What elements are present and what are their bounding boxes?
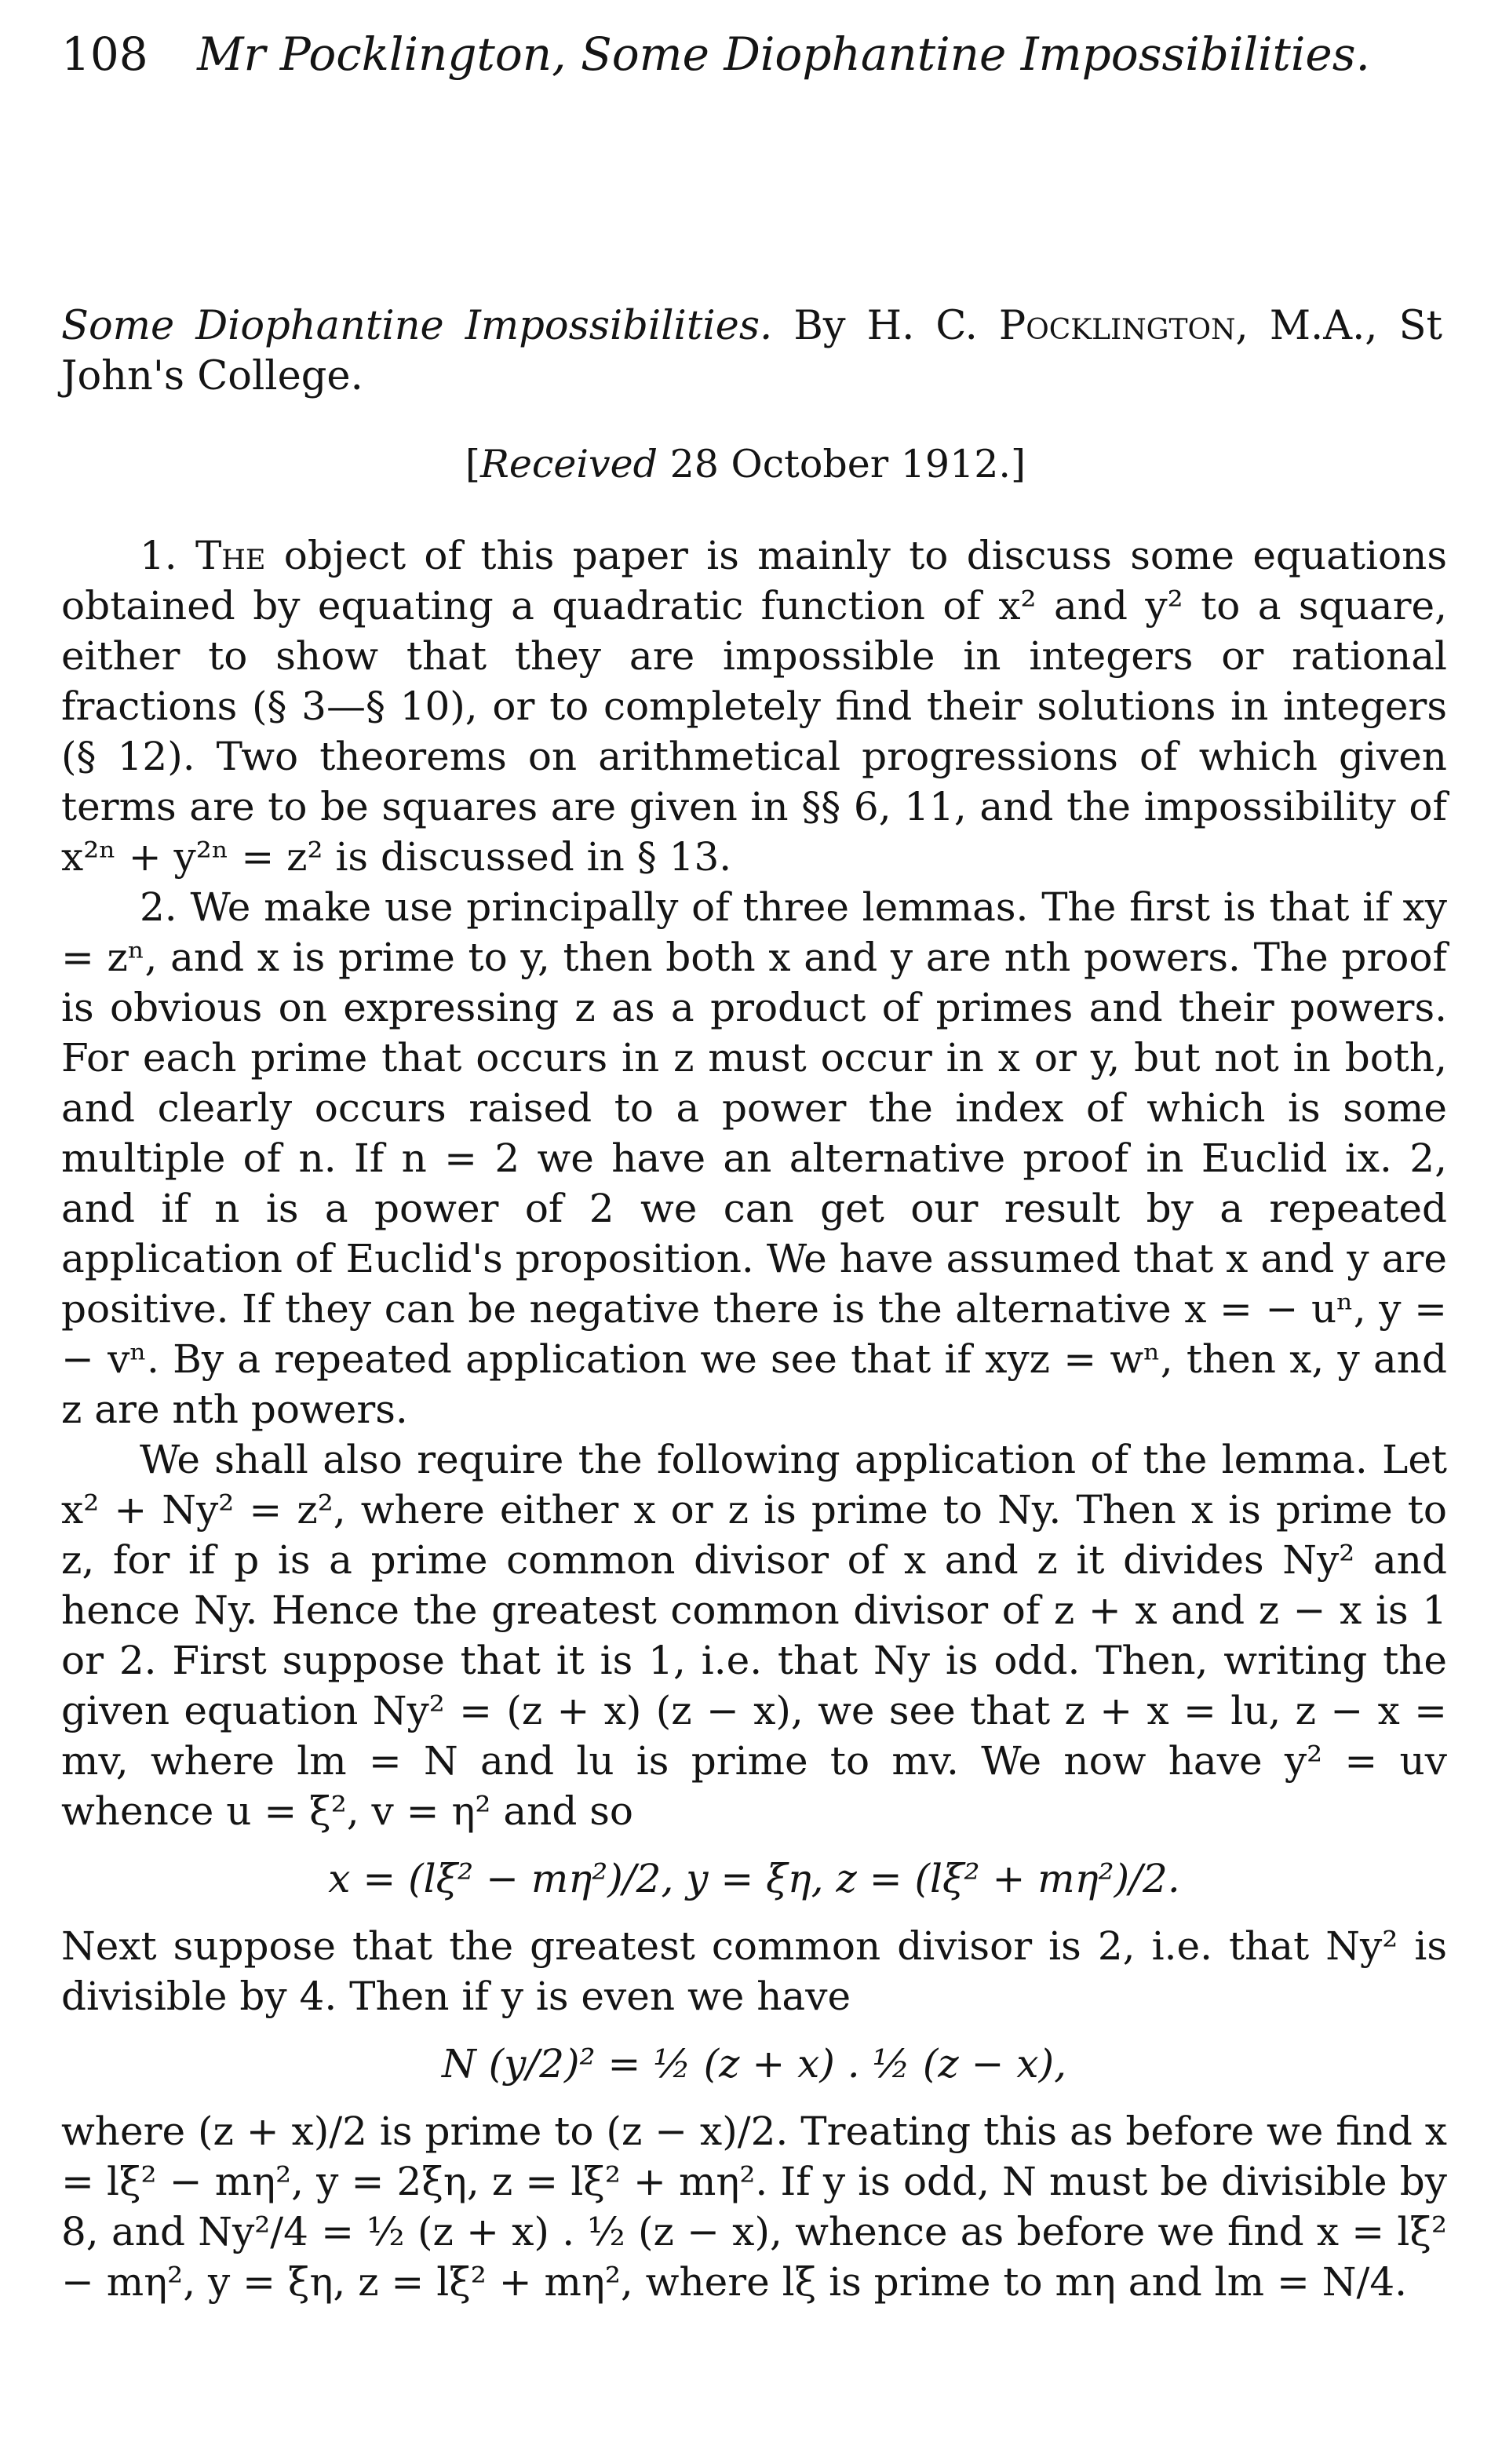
received-value: 28 October 1912.] bbox=[669, 442, 1026, 487]
equation-2: N (y/2)² = ½ (z + x) . ½ (z − x), bbox=[441, 2041, 1067, 2087]
paragraph-1-opening: The bbox=[195, 533, 266, 578]
running-title: Mr Pocklington, Some Diophantine Impossibilities. bbox=[197, 27, 1370, 81]
paragraph-3: We shall also require the following application of the lemma. Let x² + Ny² = z², where either x or z is prime to Ny. Then x is prime to z, for if p is a prime common divisor of x and z it divides Ny² and hence Ny. Hence the greatest common divisor of z + x and z − x is 1 or 2. First suppose that it is 1, i.e. that Ny is odd. Then, writing the given equation Ny² = (z + x) (z − x), we see that z + x = lu, z − x = mv, where lm = N and lu is prime to mv. We now have y² = uv whence u = ξ², v = η² and so bbox=[61, 1437, 1447, 1834]
section-number-1: 1. bbox=[140, 533, 177, 578]
paragraph-2: 2. We make use principally of three lemmas. The first is that if xy = zⁿ, and x is prime to y, then both x and y are nth powers. The proof is obvious on expressing z as a product of primes and their powers. For each prime that occurs in z must occur in x or y, but not in both, and clearly occurs raised to a power the index of which is some multiple of n. If n = 2 we have an alternative proof in Euclid ix. 2, and if n is a power of 2 we can get our result by a repeated application of Euclid's proposition. We have assumed that x and y are positive. If they can be negative there is the alternative x = − uⁿ, y = − vⁿ. By a repeated application we see that if xyz = wⁿ, then x, y and z are nth powers. bbox=[61, 884, 1447, 1432]
paragraph-5: where (z + x)/2 is prime to (z − x)/2. Treating this as before we find x = lξ² − mη², y = 2ξη, z = lξ² + mη². If y is odd, N must be divisible by 8, and Ny²/4 = ½ (z + x) . ½ (z − x), whence as before we find x = lξ² − mη², y = ξη, z = lξ² + mη², where lξ is prime to mη and lm = N/4. bbox=[61, 2109, 1447, 2305]
running-header bbox=[61, 27, 1442, 82]
article-body bbox=[61, 530, 1447, 2307]
received-date: [Received 28 October 1912.] bbox=[465, 442, 1026, 487]
paragraph-1-text: object of this paper is mainly to discuss some equations obtained by equating a quadratic function of x² and y² to a square, either to show that they are impossible in integers or rational fractions (§ 3—§ 10), or to completely find their solutions in integers (§ 12). Two theorems on arithmetical progressions of which given terms are to be squares are given in §§ 6, 11, and the impossibility of x²ⁿ + y²ⁿ = z² is discussed in § 13. bbox=[61, 533, 1447, 880]
article-title bbox=[61, 301, 1442, 402]
author-name: Pocklington, bbox=[998, 303, 1249, 349]
paragraph-4: Next suppose that the greatest common divisor is 2, i.e. that Ny² is divisible by 4. Then if y is even we have bbox=[61, 1923, 1447, 2019]
author-affiliation: M.A., St John's College. bbox=[61, 303, 1442, 399]
paper-title: Some Diophantine Impossibilities. bbox=[61, 303, 773, 349]
equation-1: x = (lξ² − mη²)/2, y = ξη, z = (lξ² + mη²)/2. bbox=[328, 1856, 1180, 1901]
received-label: Received bbox=[479, 442, 658, 487]
byline-by: By H. C. bbox=[793, 303, 978, 349]
page-number: 108 bbox=[61, 27, 148, 81]
paragraph-1 bbox=[61, 530, 1447, 882]
